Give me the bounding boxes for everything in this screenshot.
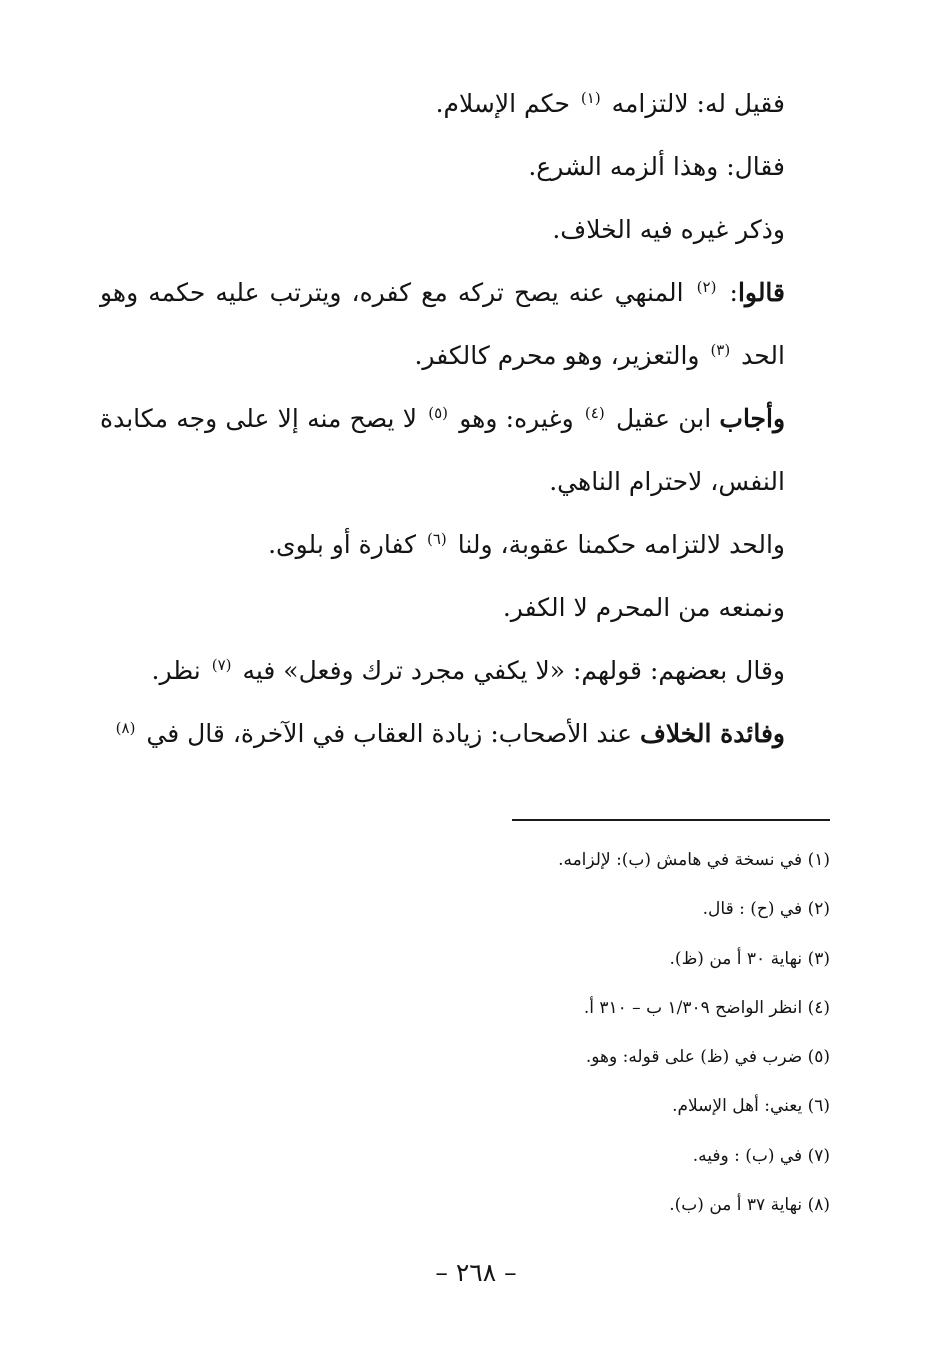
text-segment: فقيل له: لالتزامه bbox=[611, 89, 785, 118]
text-segment: عند الأصحاب: زيادة العقاب في الآخرة، قال في bbox=[146, 719, 640, 748]
text-segment: لا يصح منه إلا على وجه مكابدة النفس، لاحترام الناهي. bbox=[100, 404, 785, 496]
text-segment: والحد لالتزامه حكمنا عقوبة، ولنا bbox=[457, 530, 785, 559]
main-text bbox=[100, 72, 830, 765]
footnotes-list bbox=[100, 836, 830, 1230]
footnote-ref-6: (٦) bbox=[426, 530, 447, 548]
footnote-ref-5: (٥) bbox=[428, 404, 448, 422]
footnote-ref-4: (٤) bbox=[584, 404, 605, 422]
footnote-6: (٦) يعني: أهل الإسلام. bbox=[672, 1096, 830, 1117]
lead-word: وفائدة الخلاف bbox=[639, 719, 785, 748]
footnote-2: (٢) في (ح) : قال. bbox=[702, 899, 830, 920]
footnote-3: (٣) نهاية ٣٠ أ من (ظ). bbox=[669, 948, 830, 969]
footnote-4: (٤) انظر الواضح ١/٣٠٩ ب – ٣١٠ أ. bbox=[583, 997, 830, 1018]
footnote-7: (٧) في (ب) : وفيه. bbox=[692, 1145, 830, 1166]
page-number: – ٢٦٨ – bbox=[435, 1258, 517, 1287]
lead-word: وأجاب bbox=[719, 404, 786, 433]
paragraph-1 bbox=[100, 72, 830, 135]
text-segment: فقال: وهذا ألزمه الشرع. bbox=[528, 152, 785, 181]
footnote-ref-8: (٨) bbox=[115, 719, 136, 737]
paragraph-8 bbox=[100, 639, 830, 702]
paragraph-3 bbox=[100, 198, 830, 261]
paragraph-2 bbox=[100, 135, 830, 198]
footnote-divider bbox=[512, 819, 830, 821]
paragraph-6 bbox=[100, 513, 830, 576]
footnote-ref-7: (٧) bbox=[211, 656, 232, 674]
text-segment: وذكر غيره فيه الخلاف. bbox=[552, 215, 785, 244]
text-segment: حكم الإسلام. bbox=[435, 89, 570, 118]
footnote-ref-3: (٣) bbox=[710, 341, 731, 359]
paragraph-4 bbox=[100, 261, 830, 387]
paragraph-5 bbox=[100, 387, 830, 513]
paragraph-7 bbox=[100, 576, 830, 639]
lead-word: قالوا bbox=[737, 278, 785, 307]
footnote-ref-1: (١) bbox=[580, 89, 601, 107]
text-segment: : bbox=[729, 278, 738, 307]
text-segment: المنهي عنه يصح تركه مع كفره، ويترتب عليه حكمه وهو الحد bbox=[100, 278, 785, 370]
footnote-1: (١) في نسخة في هامش (ب): لإلزامه. bbox=[558, 850, 830, 870]
footnote-5: (٥) ضرب في (ظ) على قوله: وهو. bbox=[585, 1047, 830, 1068]
footnote-8: (٨) نهاية ٣٧ أ من (ب). bbox=[669, 1195, 830, 1216]
text-segment: والتعزير، وهو محرم كالكفر. bbox=[414, 341, 700, 370]
text-segment: ابن عقيل bbox=[615, 404, 720, 433]
text-segment: نظر. bbox=[151, 656, 201, 685]
text-segment: وغيره: وهو bbox=[459, 404, 574, 433]
text-segment: وقال بعضهم: قولهم: «لا يكفي مجرد ترك وفعل» فيه bbox=[242, 656, 785, 685]
paragraph-9 bbox=[100, 702, 830, 765]
footnote-ref-2: (٢) bbox=[696, 278, 717, 296]
text-segment: ونمنعه من المحرم لا الكفر. bbox=[502, 593, 785, 622]
text-segment: كفارة أو بلوى. bbox=[268, 530, 417, 559]
